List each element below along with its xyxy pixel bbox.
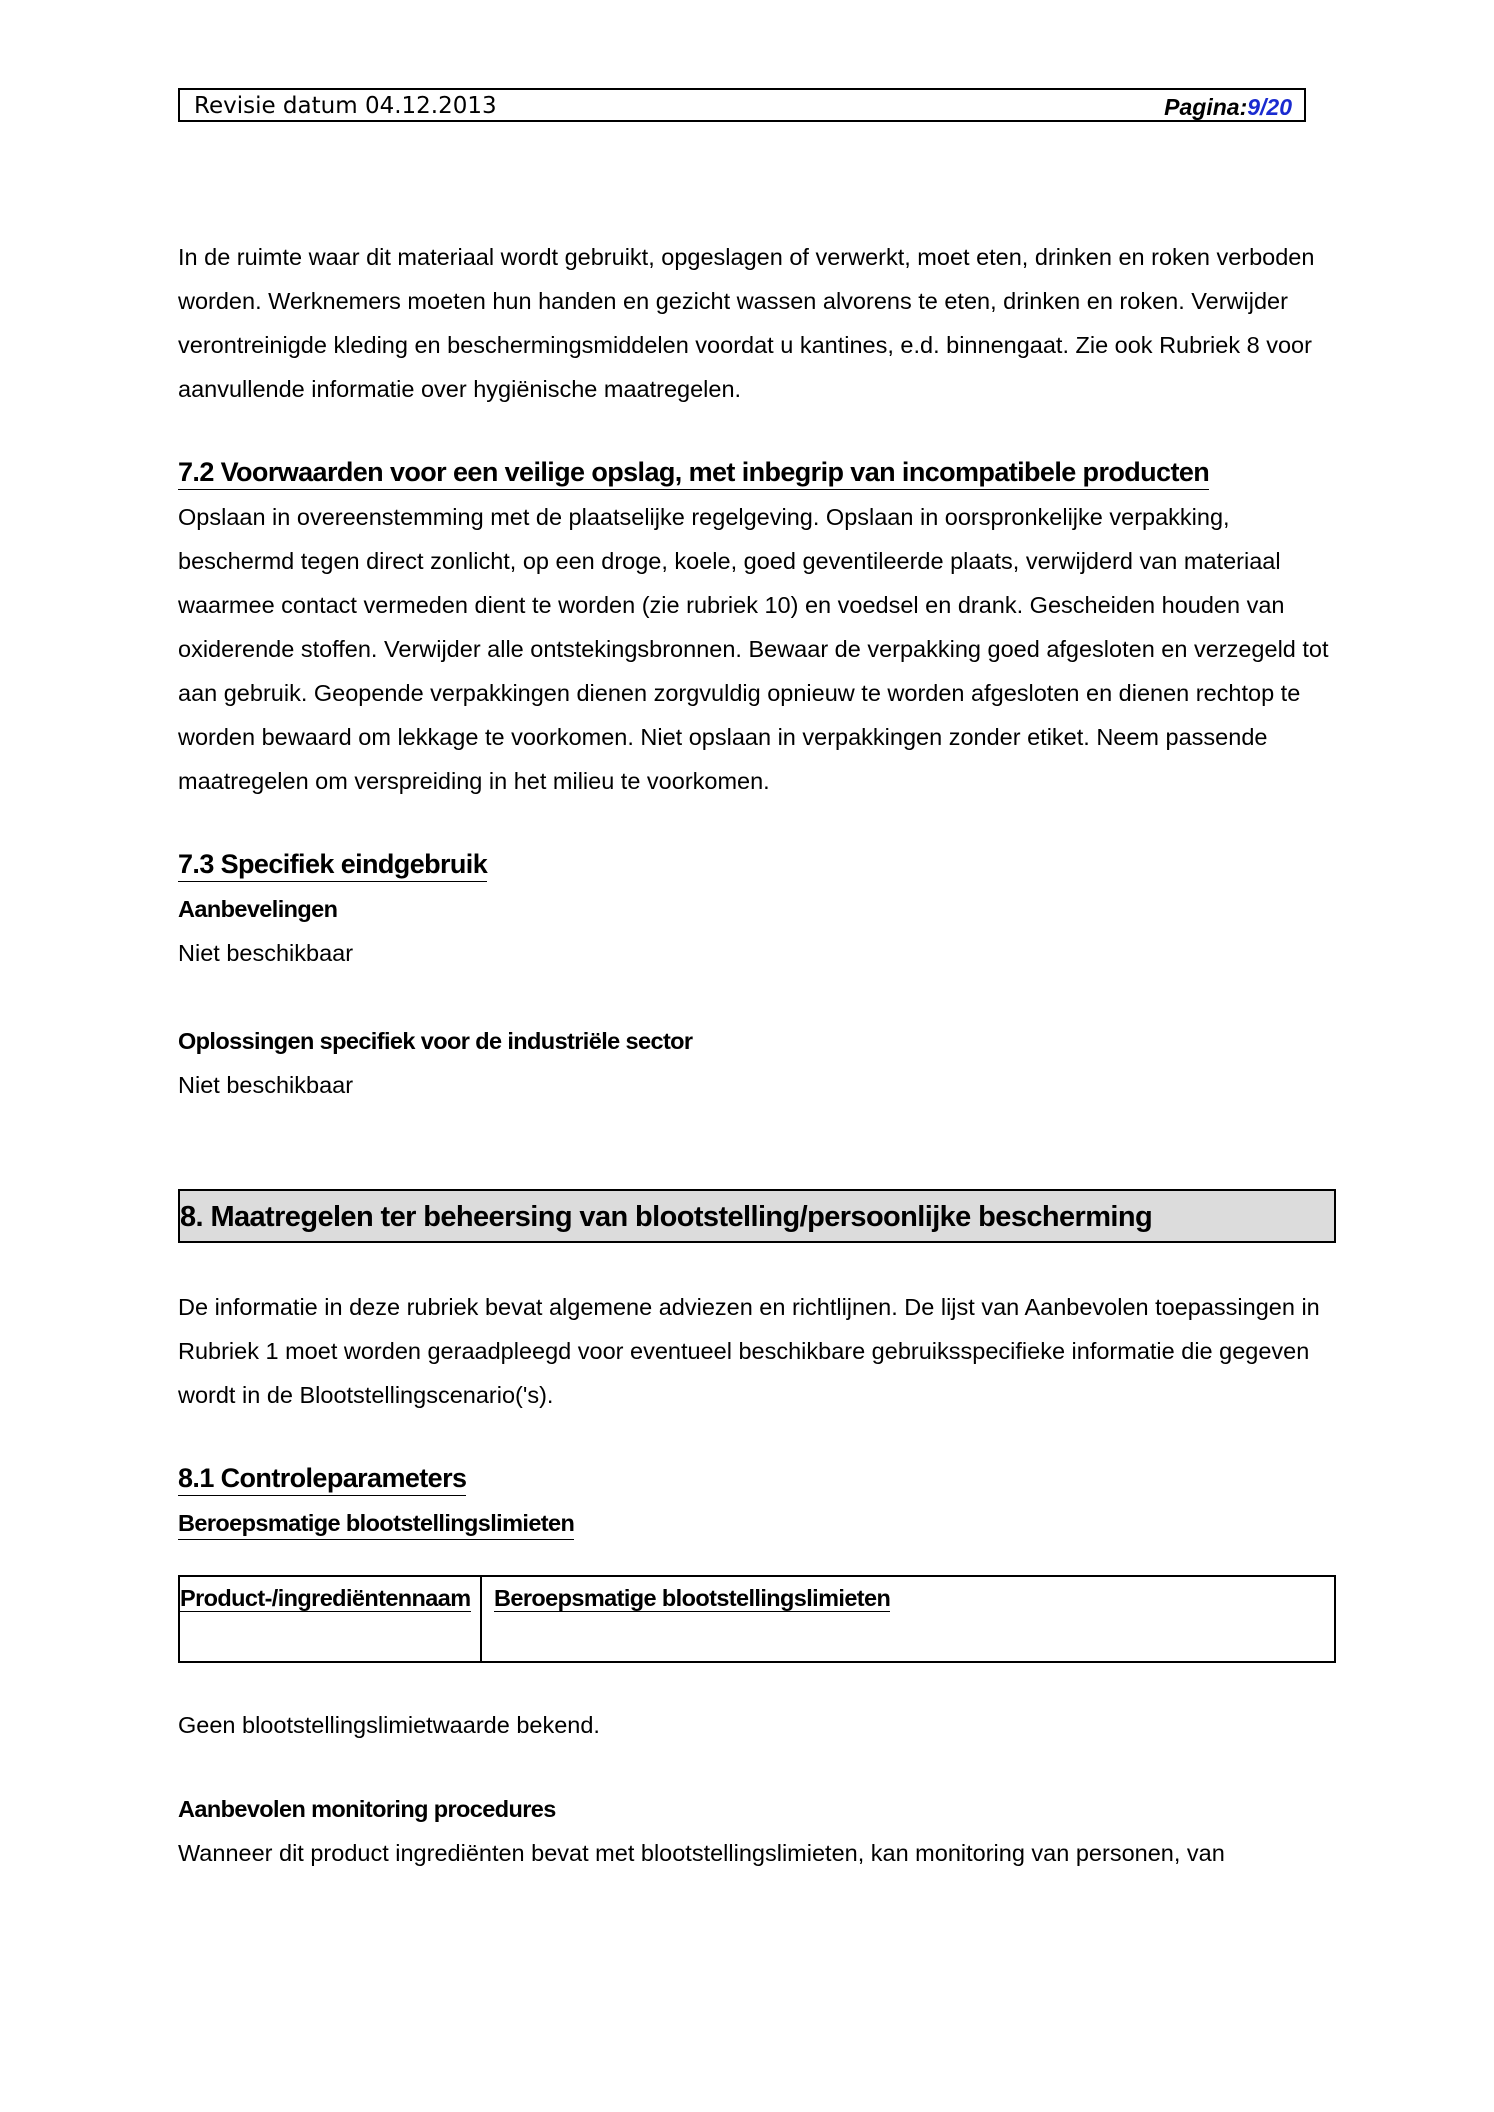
exposure-limits-table	[178, 1575, 1336, 1663]
industrial-value: Niet beschikbaar	[178, 1072, 354, 1098]
storage-paragraph: Opslaan in overeenstemming met de plaatselijke regelgeving. Opslaan in oorspronkelijke verpakking, beschermd tegen direct zonlicht, op een droge, koele, goed geventileerde plaats, verwijderd van materiaal waarmee contact vermeden dient te worden (zie rubriek 10) en voedsel en drank. Gescheiden houden van oxiderende stoffen. Verwijder alle ontstekingsbronnen. Bewaar de verpakking goed afgesloten en verzegeld tot aan gebruik. Geopende verpakkingen dienen zorgvuldig opnieuw te worden afgesloten en dienen rechtop te worden bewaard om lekkage te voorkomen. Niet opslaan in verpakkingen zonder etiket. Neem passende maatregelen om verspreiding in het milieu te voorkomen.	[178, 504, 1329, 794]
no-limit-text: Geen blootstellingslimietwaarde bekend.	[178, 1712, 600, 1738]
heading-8-1: 8.1 Controleparameters	[178, 1461, 466, 1496]
section-8-intro: De informatie in deze rubriek bevat algemene adviezen en richtlijnen. De lijst van Aanbevolen toepassingen in Rubriek 1 moet worden geraadpleegd voor eventueel beschikbare gebruiksspecifieke informatie die gegeven wordt in de Blootstellingscenario('s).	[178, 1294, 1320, 1408]
heading-7-3: 7.3 Specifiek eindgebruik	[178, 847, 487, 882]
intro-paragraph: In de ruimte waar dit materiaal wordt gebruikt, opgeslagen of verwerkt, moet eten, drinken en roken verboden worden. Werknemers moeten hun handen en gezicht wassen alvorens te eten, drinken en roken. Verwijder verontreinigde kleding en beschermingsmiddelen voordat u kantines, e.d. binnengaat. Zie ook Rubriek 8 voor aanvullende informatie over hygiënische maatregelen.	[178, 244, 1315, 402]
page-indicator	[1164, 94, 1292, 121]
table-header-product-label: Product-/ingrediëntennaam	[180, 1585, 471, 1611]
monitoring-label: Aanbevolen monitoring procedures	[178, 1796, 556, 1822]
monitoring-text: Wanneer dit product ingrediënten bevat met blootstellingslimieten, kan monitoring van personen, van	[178, 1840, 1225, 1866]
document-body	[178, 235, 1336, 1875]
table-header-row	[179, 1576, 1335, 1662]
table-header-product	[179, 1576, 481, 1662]
revision-date: Revisie datum 04.12.2013	[194, 93, 497, 119]
page-label: Pagina:	[1164, 94, 1248, 120]
occupational-limits-subheading: Beroepsmatige blootstellingslimieten	[178, 1507, 574, 1540]
heading-7-2: 7.2 Voorwaarden voor een veilige opslag, met inbegrip van incompatibele producten	[178, 455, 1209, 490]
section-8-title-box	[178, 1189, 1336, 1243]
page-header	[178, 88, 1306, 122]
industrial-label: Oplossingen specifiek voor de industriële sector	[178, 1028, 693, 1054]
section-8-title: 8. Maatregelen ter beheersing van blootstelling/persoonlijke bescherming	[180, 1201, 1153, 1233]
table-header-limits-label: Beroepsmatige blootstellingslimieten	[494, 1585, 891, 1611]
recommendations-value: Niet beschikbaar	[178, 940, 354, 966]
table-header-limits	[481, 1576, 1335, 1662]
page-number: 9/20	[1247, 94, 1292, 120]
recommendations-label: Aanbevelingen	[178, 896, 338, 922]
